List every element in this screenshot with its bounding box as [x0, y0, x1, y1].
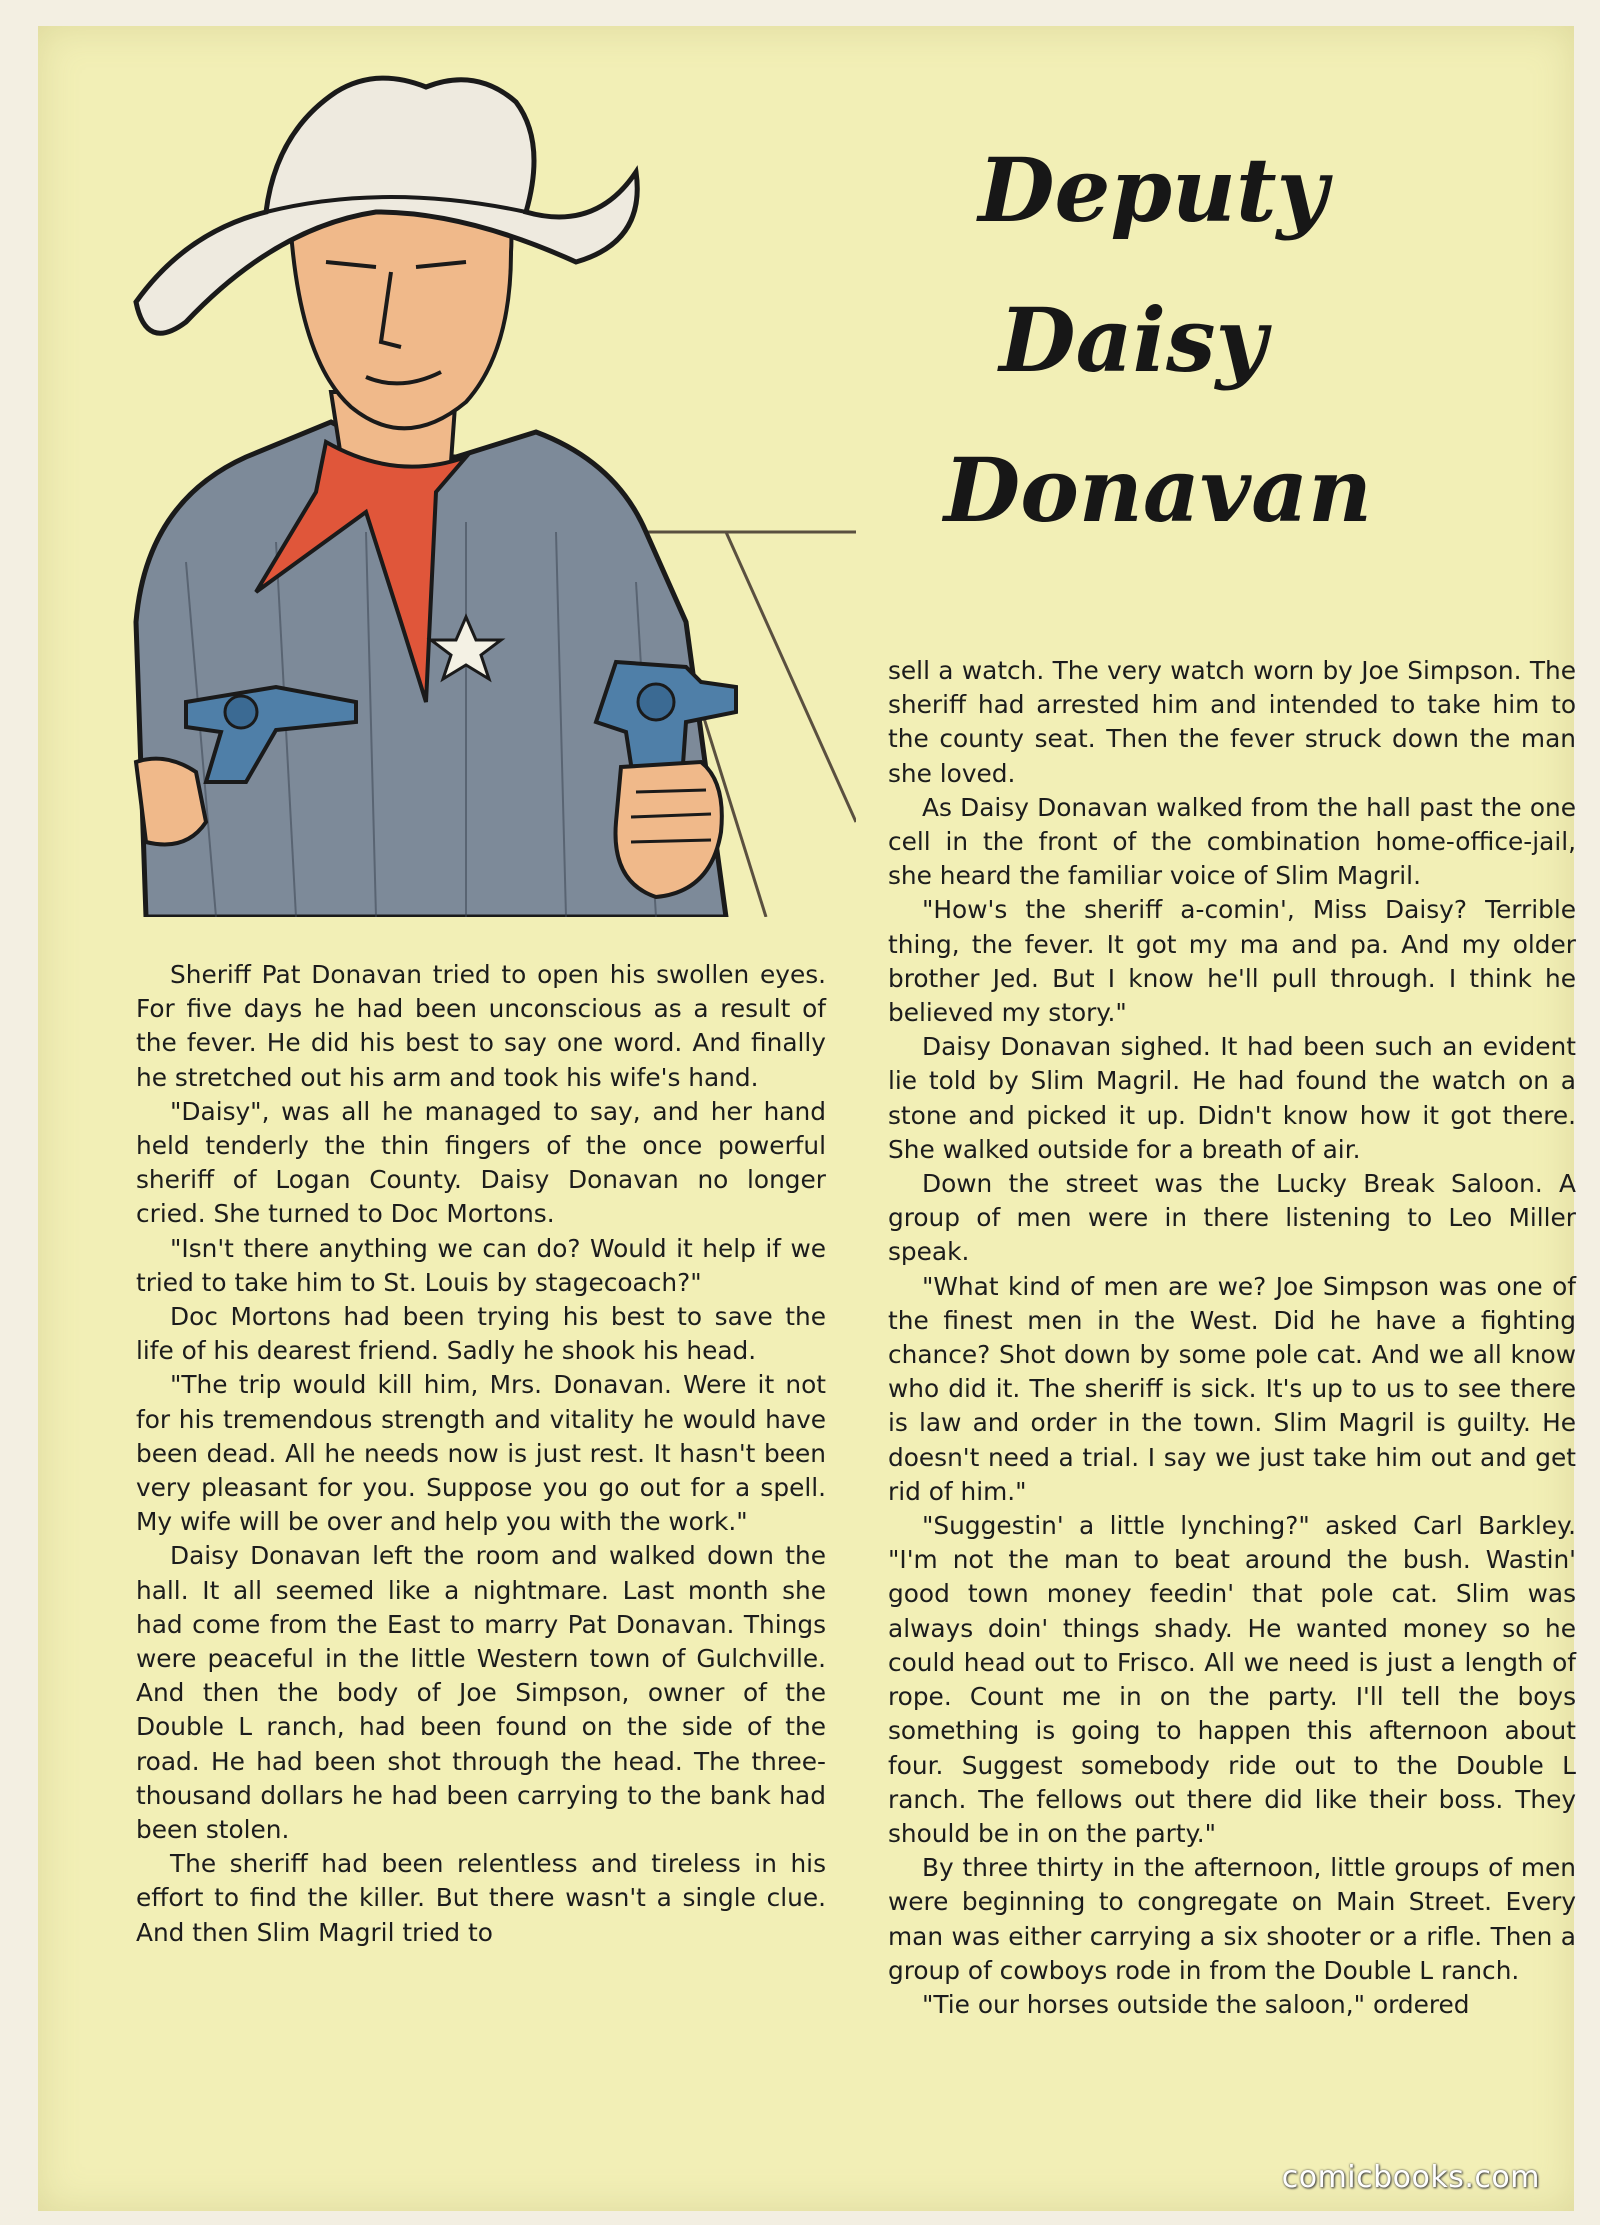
story-column-left: [136, 958, 826, 1950]
story-paragraph: Doc Mortons had been trying his best to save the life of his dearest friend. Sadly he shook his head.: [136, 1302, 826, 1366]
story-paragraph: The sheriff had been relentless and tireless in his effort to find the killer. But there wasn't a single clue. And then Slim Magril tried to: [136, 1849, 826, 1947]
story-column-right: [888, 654, 1576, 2022]
story-paragraph-continuation: sell a watch. The very watch worn by Joe Simpson. The sheriff had arrested him and intended to take him to the county seat. Then the fever struck down the man she loved.: [888, 656, 1576, 788]
story-title: [868, 138, 1428, 542]
story-paragraph: By three thirty in the afternoon, little groups of men were beginning to congregate on Main Street. Every man was either carrying a six shooter or a rifle. Then a group of cowboys rode in from the Double L ranch.: [888, 1853, 1576, 1985]
story-paragraph: Sheriff Pat Donavan tried to open his swollen eyes. For five days he had been unconscious as a result of the fever. He did his best to say one word. And finally he stretched out his arm and took his wife's hand.: [136, 960, 826, 1092]
story-paragraph: Daisy Donavan sighed. It had been such an evident lie told by Slim Magril. He had found the watch on a stone and picked it up. Didn't know how it got there. She walked outside for a breath of air.: [888, 1032, 1576, 1164]
story-title-line-2: Daisy: [999, 288, 1267, 392]
left-hand: [136, 759, 206, 845]
story-paragraph: Daisy Donavan left the room and walked down the hall. It all seemed like a nightmare. Last month she had come from the East to marry Pat Donavan. Things were peaceful in the little Western town of Gulchville. And then the body of Joe Simpson, owner of the Double L ranch, had been found on the side of the road. He had been shot through the head. The three-thousand dollars he had been carrying to the bank had been stolen.: [136, 1541, 826, 1845]
site-watermark: comicbooks.com: [1281, 2160, 1540, 2195]
story-paragraph: Down the street was the Lucky Break Saloon. A group of men were in there listening to Leo Miller speak.: [888, 1169, 1576, 1267]
story-paragraph: "How's the sheriff a-comin', Miss Daisy? Terrible thing, the fever. It got my ma and pa. And my older brother Jed. But I know he'll pull through. I think he believed my story.": [888, 895, 1576, 1028]
story-paragraph: As Daisy Donavan walked from the hall past the one cell in the front of the combination home-office-jail, she heard the familiar voice of Slim Magril.: [888, 792, 1576, 891]
story-paragraph: "Suggestin' a little lynching?" asked Carl Barkley. "I'm not the man to beat around the bush. Wastin' good town money feedin' that pole cat. Slim was always doin' things shady. He wanted money so he could head out to Frisco. All we need is just a length of rope. Count me in on the party. I'll tell the boys something is going to happen this afternoon about four. Suggest somebody ride out to the Double L ranch. The fellows out there did like their boss. They should be in on the party.": [888, 1511, 1576, 1848]
cowboy-sheriff-illustration: [126, 62, 856, 917]
story-title-line-1: Deputy: [978, 138, 1328, 242]
story-paragraph: "Tie our horses outside the saloon," ordered: [922, 1989, 1470, 2019]
story-paragraph: "Daisy", was all he managed to say, and her hand held tenderly the thin fingers of the once powerful sheriff of Logan County. Daisy Donavan no longer cried. She turned to Doc Mortons.: [136, 1096, 826, 1229]
comic-page: [38, 26, 1574, 2211]
story-paragraph: "Isn't there anything we can do? Would it help if we tried to take him to St. Louis by stagecoach?": [136, 1233, 826, 1297]
story-paragraph: "The trip would kill him, Mrs. Donavan. Were it not for his tremendous strength and vitality he would have been dead. All he needs now is just rest. It hasn't been very pleasant for you. Suppose you go out for a spell. My wife will be over and help you with the work.": [136, 1370, 826, 1537]
story-paragraph: "What kind of men are we? Joe Simpson was one of the finest men in the West. Did he have a fighting chance? Shot down by some pole cat. And we all know who did it. The sheriff is sick. It's up to us to see there is law and order in the town. Slim Magril is guilty. He doesn't need a trial. I say we just take him out and get rid of him.": [888, 1271, 1576, 1506]
story-title-line-3: Donavan: [943, 438, 1373, 542]
